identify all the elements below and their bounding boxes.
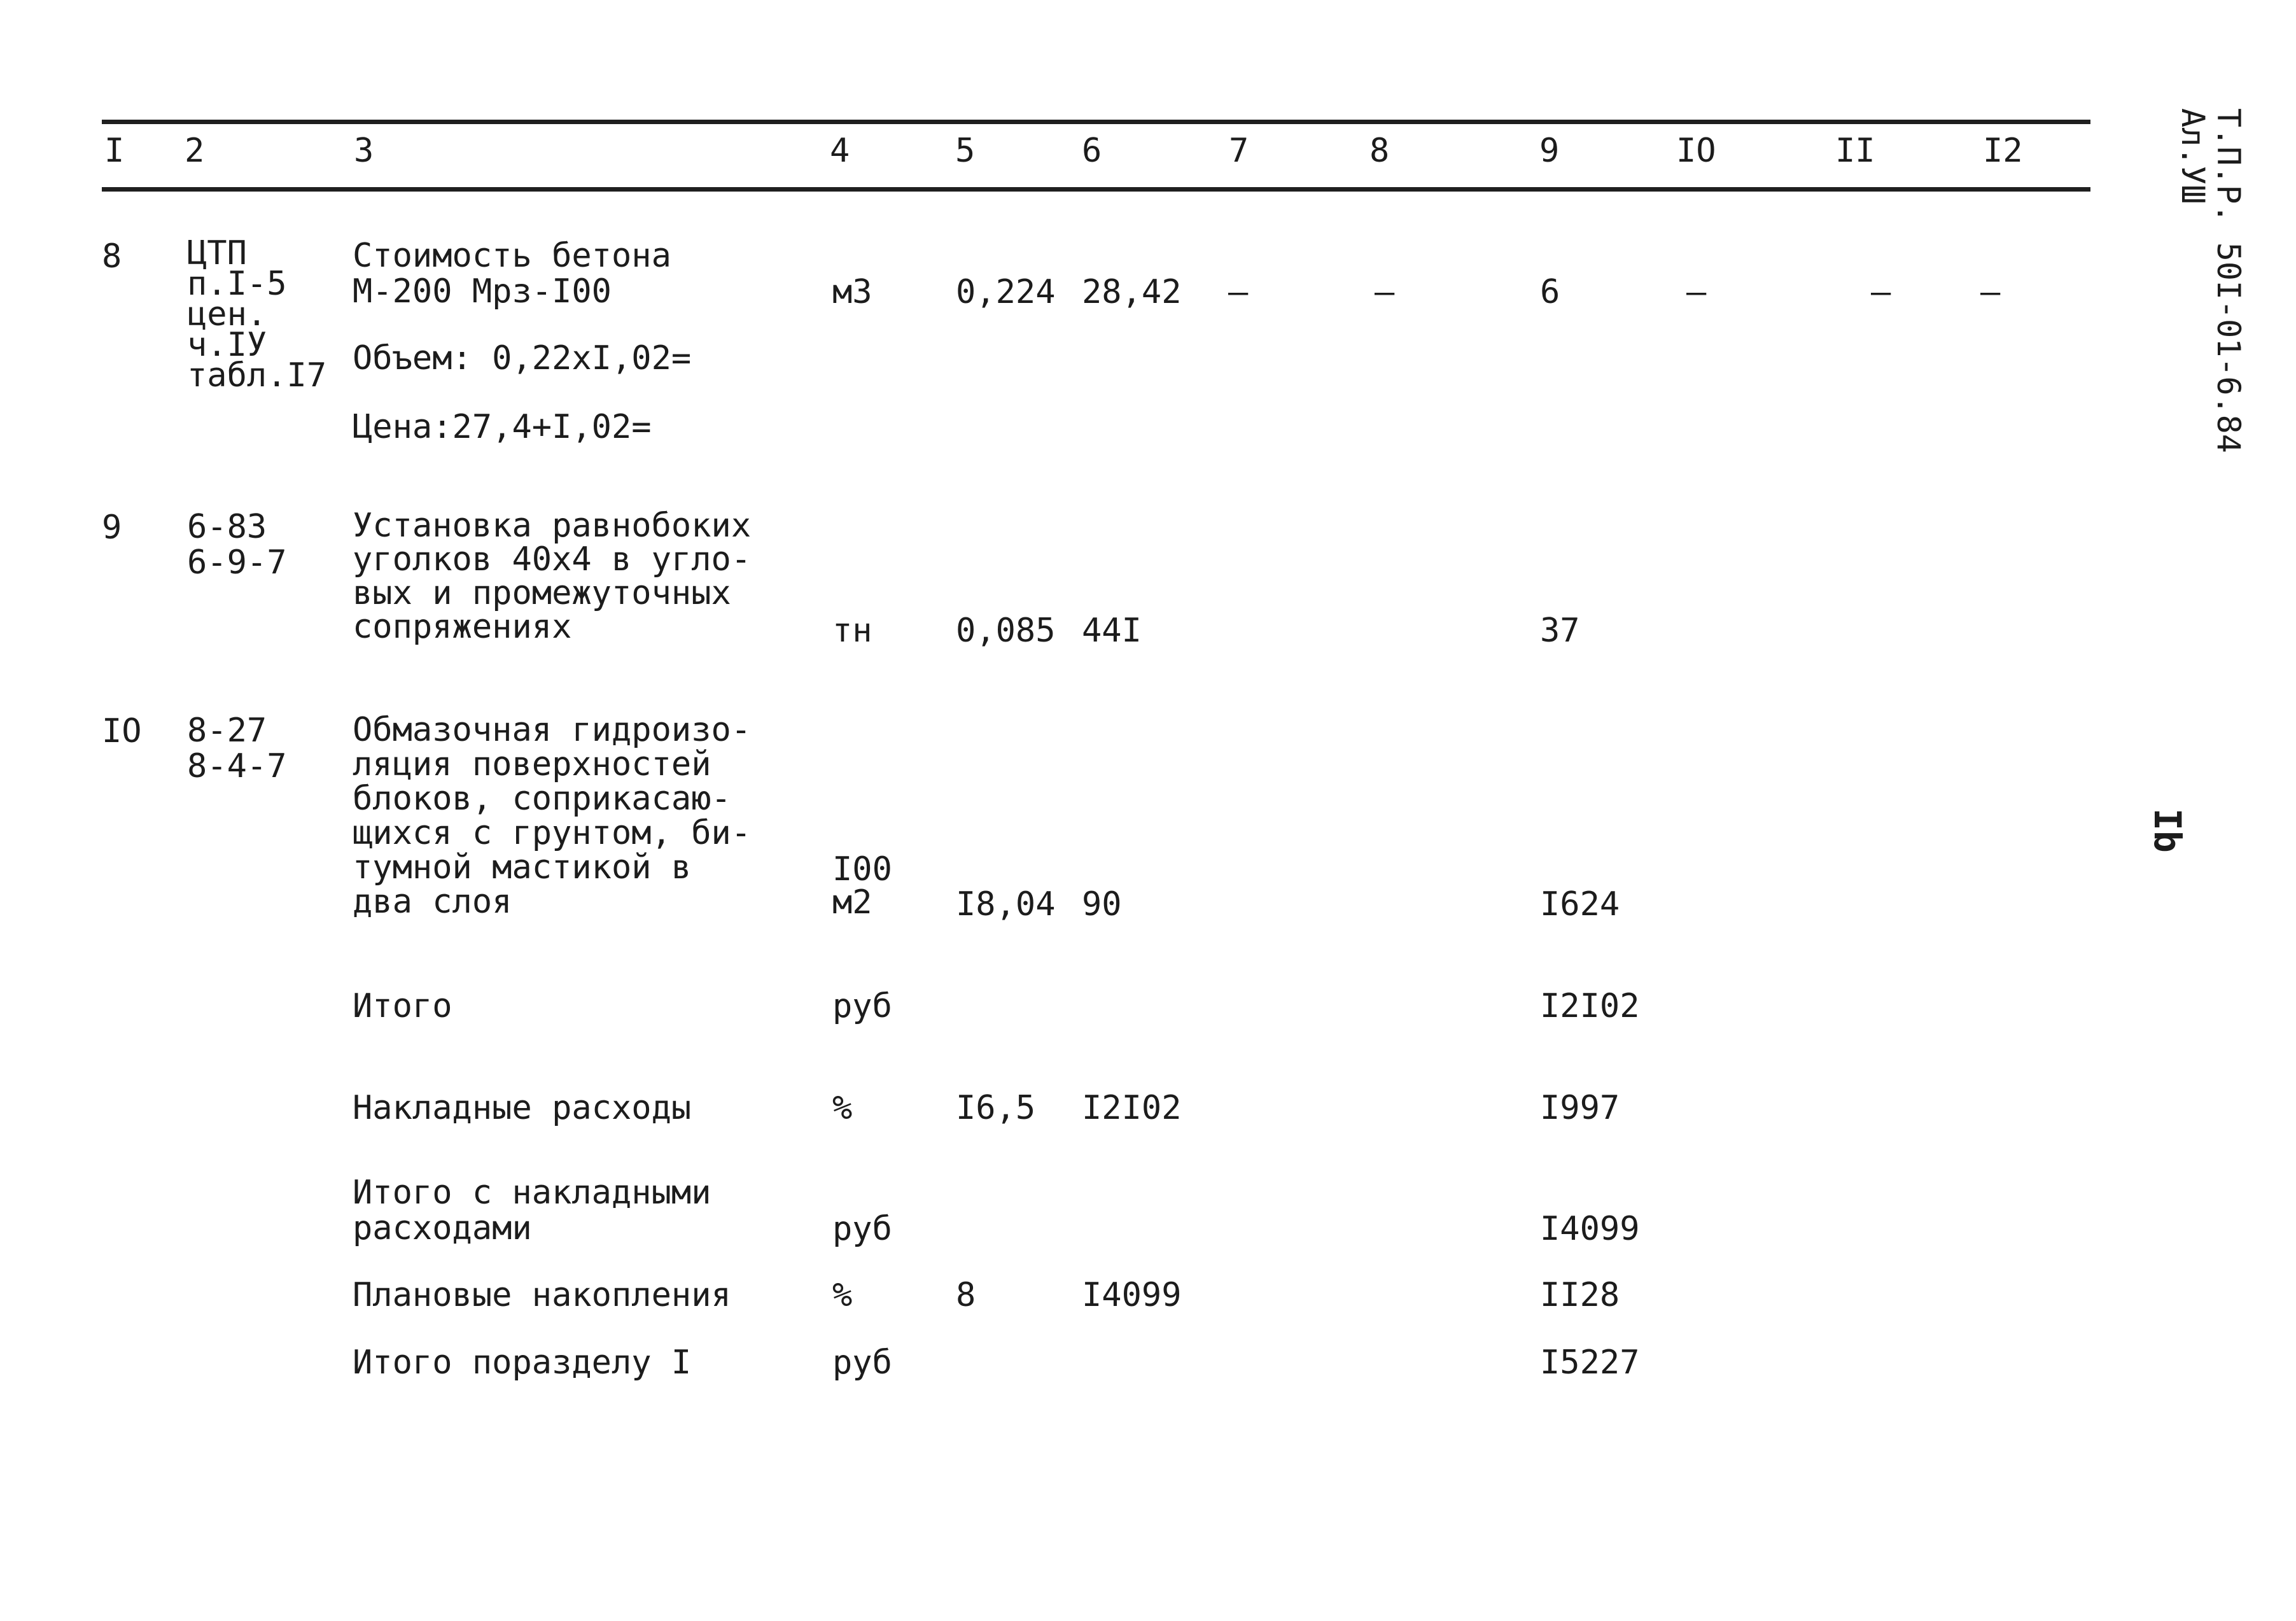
summary-planned-savings-unit: % <box>832 1276 853 1314</box>
row-10-unit: I00 м2 <box>832 850 892 922</box>
side-stamp <box>2119 108 2246 503</box>
row-10-reference: 8-27 8-4-7 <box>187 712 287 785</box>
row-8-col10: – <box>1686 273 1707 311</box>
summary-section-total-total: I5227 <box>1540 1344 1640 1382</box>
summary-planned-savings-label: Плановые накопления <box>353 1276 731 1314</box>
row-8-unit: м3 <box>832 273 872 311</box>
header-top-rule <box>102 120 2090 124</box>
row-10-total: I624 <box>1540 885 1620 923</box>
row-8-col8: – <box>1375 273 1395 311</box>
row-8-col7: – <box>1228 273 1249 311</box>
row-8-quantity: 0,224 <box>956 273 1056 311</box>
row-8-unit-price: 28,42 <box>1082 273 1182 311</box>
page-number-mark: Ib <box>2146 808 2189 853</box>
header-col-7: 7 <box>1229 132 1249 170</box>
header-bottom-rule <box>102 187 2090 192</box>
side-stamp-line1: Т.П.Р. 50I-01-6.84 <box>2210 108 2247 453</box>
summary-subtotal-label: Итого <box>353 987 452 1025</box>
summary-section-total-label: Итого поразделу I <box>353 1344 692 1382</box>
header-col-3: 3 <box>354 132 374 170</box>
row-10-number: IO <box>102 712 142 750</box>
row-8-number: 8 <box>102 237 122 276</box>
row-9-total: 37 <box>1540 612 1580 650</box>
row-9-unit-price: 44I <box>1082 612 1142 650</box>
row-8-reference: ЦТП п.I-5 цен. ч.IУ табл.I7 <box>187 234 327 395</box>
row-8-total: 6 <box>1540 273 1560 311</box>
summary-overhead-rate: I6,5 <box>956 1089 1036 1127</box>
row-9-quantity: 0,085 <box>956 612 1056 650</box>
header-col-4: 4 <box>830 132 850 170</box>
summary-overhead-base: I2I02 <box>1082 1089 1182 1127</box>
summary-overhead-label: Накладные расходы <box>353 1089 692 1127</box>
row-9-unit: тн <box>832 612 872 650</box>
summary-planned-savings-base: I4099 <box>1082 1276 1182 1314</box>
row-8-volume-formula: Объем: 0,22хI,02= <box>353 339 692 377</box>
row-9-number: 9 <box>102 509 122 547</box>
row-10-unit-price: 90 <box>1082 885 1122 923</box>
summary-planned-savings-total: II28 <box>1540 1276 1620 1314</box>
summary-planned-savings-rate: 8 <box>956 1276 976 1314</box>
header-col-10: IO <box>1676 132 1716 170</box>
row-8-col11: – <box>1871 273 1891 311</box>
header-col-2: 2 <box>185 132 205 170</box>
header-col-5: 5 <box>955 132 976 170</box>
row-8-price-formula: Цена:27,4+I,02= <box>353 408 652 446</box>
summary-overhead-total: I997 <box>1540 1089 1620 1127</box>
row-8-col12: – <box>1980 273 2001 311</box>
header-col-8: 8 <box>1369 132 1390 170</box>
header-col-11: II <box>1835 132 1875 170</box>
row-9-description: Установка равнобоких уголков 40х4 в угло- вых и промежуточных сопряжениях <box>353 507 752 646</box>
summary-subtotal-unit: руб <box>832 987 892 1025</box>
row-10-quantity: I8,04 <box>956 885 1056 923</box>
side-stamp-line2: Ал.УШ <box>2174 108 2211 204</box>
header-col-12: I2 <box>1983 132 2023 170</box>
summary-subtotal-total: I2I02 <box>1540 987 1640 1025</box>
side-stamp-text <box>2175 108 2246 453</box>
row-10-description: Обмазочная гидроизо- ляция поверхностей блоков, соприкасаю- щихся с грунтом, би- тумной мастикой в два слоя <box>353 711 752 921</box>
header-col-6: 6 <box>1082 132 1102 170</box>
row-9-reference: 6-83 6-9-7 <box>187 508 287 582</box>
summary-with-overhead-label: Итого с накладными расходами <box>353 1174 711 1247</box>
summary-with-overhead-unit: руб <box>832 1210 892 1248</box>
header-col-9: 9 <box>1539 132 1560 170</box>
row-8-description: Стоимость бетона М-200 Мрз-I00 <box>353 237 671 311</box>
summary-with-overhead-total: I4099 <box>1540 1210 1640 1248</box>
summary-section-total-unit: руб <box>832 1344 892 1382</box>
summary-overhead-unit: % <box>832 1089 853 1127</box>
header-col-1: I <box>104 132 125 170</box>
